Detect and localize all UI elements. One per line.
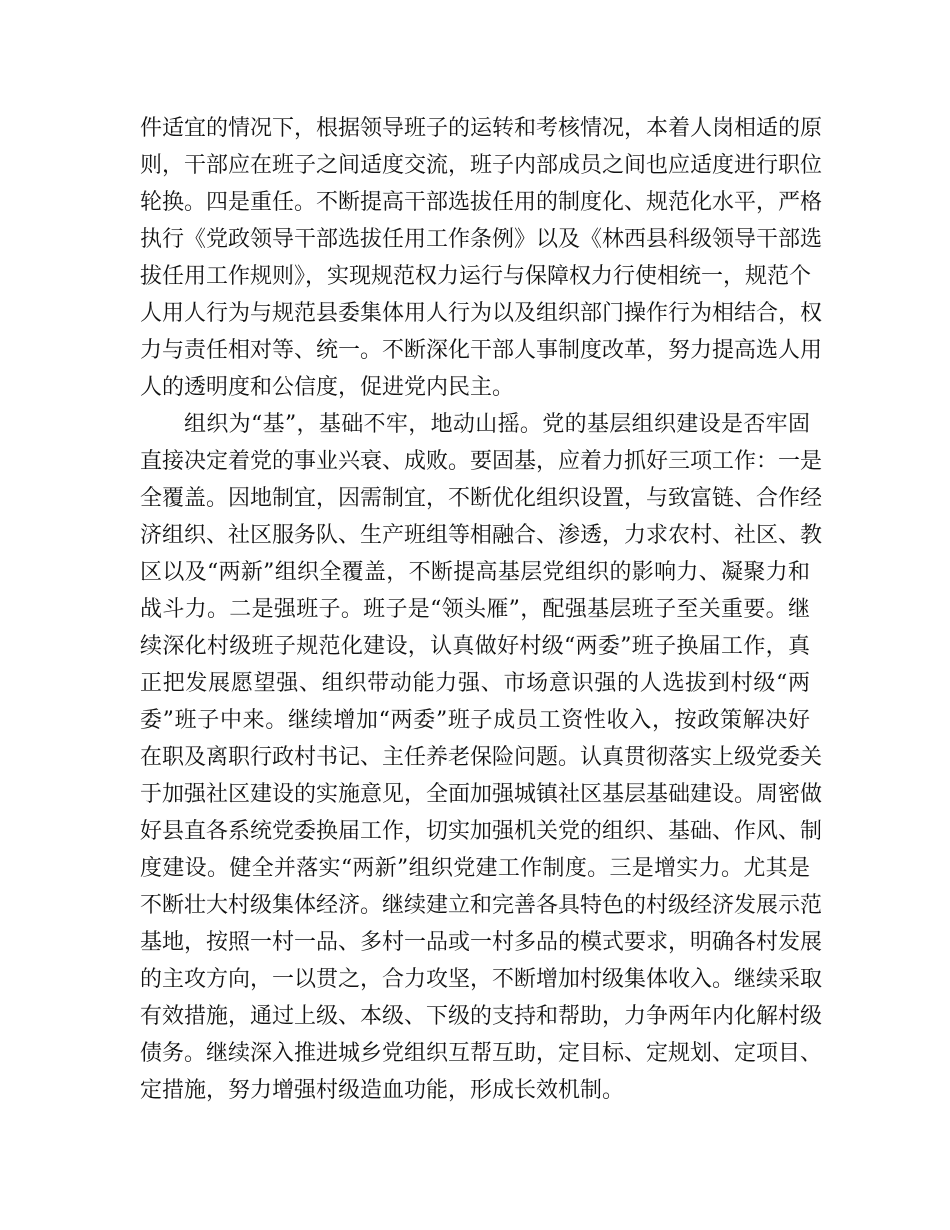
text-line: 执行《党政领导干部选拔任用工作条例》以及《林西县科级领导干部选: [140, 227, 823, 252]
text-line: 基地，按照一村一品、多村一品或一村多品的模式要求，明确各村发展: [140, 930, 823, 955]
text-line: 债务。继续深入推进城乡党组织互帮互助，定目标、定规划、定项目、: [140, 1041, 823, 1066]
text-line: 于加强社区建设的实施意见，全面加强城镇社区基层基础建设。周密做: [140, 782, 823, 807]
text-line: 度建设。健全并落实“两新”组织党建工作制度。三是增实力。尤其是: [140, 856, 810, 881]
text-line: 则，干部应在班子之间适度交流，班子内部成员之间也应适度进行职位: [140, 153, 823, 178]
text-line: 好县直各系统党委换届工作，切实加强机关党的组织、基础、作风、制: [140, 819, 823, 844]
text-line: 战斗力。二是强班子。班子是“领头雁”，配强基层班子至关重要。继: [140, 597, 810, 622]
text-line: 区以及“两新”组织全覆盖，不断提高基层党组织的影响力、凝聚力和: [140, 560, 810, 585]
text-line: 定措施，努力增强村级造血功能，形成长效机制。: [140, 1078, 625, 1103]
text-line: 的主攻方向，一以贯之，合力攻坚，不断增加村级集体收入。继续采取: [140, 967, 823, 992]
paragraph-first-line: 组织为“基”，基础不牢，地动山摇。党的基层组织建设是否牢固: [184, 412, 810, 437]
text-line: 全覆盖。因地制宜，因需制宜，不断优化组织设置，与致富链、合作经: [140, 486, 823, 511]
text-line: 拔任用工作规则》，实现规范权力运行与保障权力行使相统一，规范个: [140, 264, 812, 289]
text-line: 有效措施，通过上级、本级、下级的支持和帮助，力争两年内化解村级: [140, 1004, 823, 1029]
text-line: 力与责任相对等、统一。不断深化干部人事制度改革，努力提高选人用: [140, 338, 823, 363]
text-line: 件适宜的情况下，根据领导班子的运转和考核情况，本着人岗相适的原: [140, 116, 823, 141]
text-line: 正把发展愿望强、组织带动能力强、市场意识强的人选拔到村级“两: [140, 671, 810, 696]
text-line: 人用人行为与规范县委集体用人行为以及组织部门操作行为相结合，权: [140, 301, 823, 326]
text-line: 在职及离职行政村书记、主任养老保险问题。认真贯彻落实上级党委关: [140, 745, 823, 770]
text-line: 续深化村级班子规范化建设，认真做好村级“两委”班子换届工作，真: [140, 634, 810, 659]
text-line: 直接决定着党的事业兴衰、成败。要固基，应着力抓好三项工作：一是: [140, 449, 823, 474]
text-line: 济组织、社区服务队、生产班组等相融合、渗透，力求农村、社区、教: [140, 523, 823, 548]
text-line: 委”班子中来。继续增加“两委”班子成员工资性收入，按政策解决好: [140, 708, 810, 733]
text-line: 人的透明度和公信度，促进党内民主。: [140, 375, 515, 400]
text-line: 轮换。四是重任。不断提高干部选拔任用的制度化、规范化水平，严格: [140, 190, 823, 215]
text-line: 不断壮大村级集体经济。继续建立和完善各具特色的村级经济发展示范: [140, 893, 823, 918]
